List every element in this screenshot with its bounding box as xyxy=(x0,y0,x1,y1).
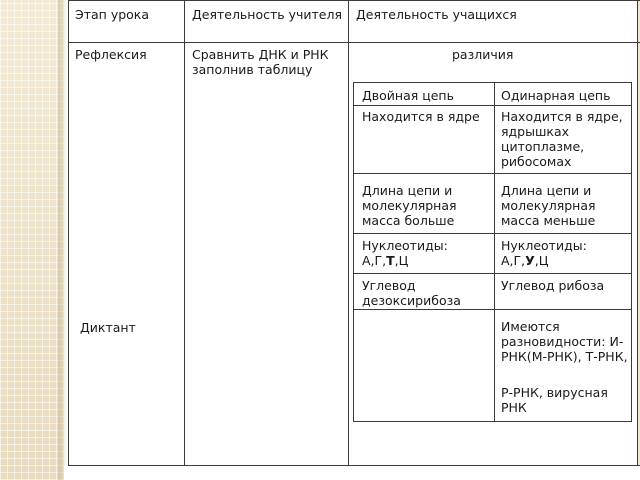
teacher-task: Сравнить ДНК и РНК заполнив таблицу xyxy=(192,47,329,77)
left-decorative-background xyxy=(0,0,64,480)
dna-length: Длина цепи и молекулярная масса больше xyxy=(362,183,457,228)
outer-border-bottom xyxy=(68,465,640,466)
outer-header-divider xyxy=(68,42,640,43)
header-double-chain: Двойная цепь xyxy=(362,88,454,103)
outer-col-divider-1 xyxy=(184,0,185,466)
inner-row-divider-1 xyxy=(354,105,631,106)
inner-row-divider-2 xyxy=(354,173,631,174)
dna-nucleotides-prefix: Нуклеотиды: А,Г, xyxy=(362,238,448,268)
rna-location: Находится в ядре, ядрышках цитоплазме, рибосомах xyxy=(501,109,623,169)
rna-nucleotides-prefix: Нуклеотиды: А,Г, xyxy=(501,238,587,268)
inner-col-divider xyxy=(494,83,495,421)
dna-nucleotides xyxy=(362,238,487,268)
outer-border-top xyxy=(68,0,640,1)
rna-sugar: Углевод рибоза xyxy=(501,278,605,293)
dna-sugar: Углевод дезоксирибоза xyxy=(362,278,461,308)
inner-row-divider-3 xyxy=(354,233,631,234)
outer-border-left xyxy=(68,0,69,466)
outer-border-right xyxy=(637,0,638,466)
stage-dictation: Диктант xyxy=(80,320,136,335)
stage-reflection: Рефлексия xyxy=(75,47,147,62)
outer-col-divider-2 xyxy=(348,0,349,466)
inner-row-divider-4 xyxy=(354,273,631,274)
header-single-chain: Одинарная цепь xyxy=(501,88,611,103)
rna-length: Длина цепи и молекулярная масса меньше xyxy=(501,183,596,228)
rna-varieties-2: Р-РНК, вирусная РНК xyxy=(501,385,608,415)
dna-nucleotides-suffix: ,Ц xyxy=(394,253,409,268)
students-title: различия xyxy=(452,47,514,62)
rna-nucleotides-suffix: ,Ц xyxy=(534,253,549,268)
dna-nucleotide-thymine: Т xyxy=(386,253,395,268)
bottom-margin xyxy=(64,466,640,480)
left-background-shadow xyxy=(58,0,68,480)
rna-nucleotide-uracil: У xyxy=(525,253,535,268)
header-students: Деятельность учащихся xyxy=(356,7,517,22)
rna-varieties-1: Имеются разновидности: И-РНК(М-РНК), Т-РНК, xyxy=(501,319,628,364)
inner-row-divider-5 xyxy=(354,309,631,310)
comparison-table xyxy=(353,82,632,422)
header-stage: Этап урока xyxy=(75,7,150,22)
header-teacher: Деятельность учителя xyxy=(192,7,343,22)
dna-location: Находится в ядре xyxy=(362,109,480,124)
rna-nucleotides xyxy=(501,238,621,268)
